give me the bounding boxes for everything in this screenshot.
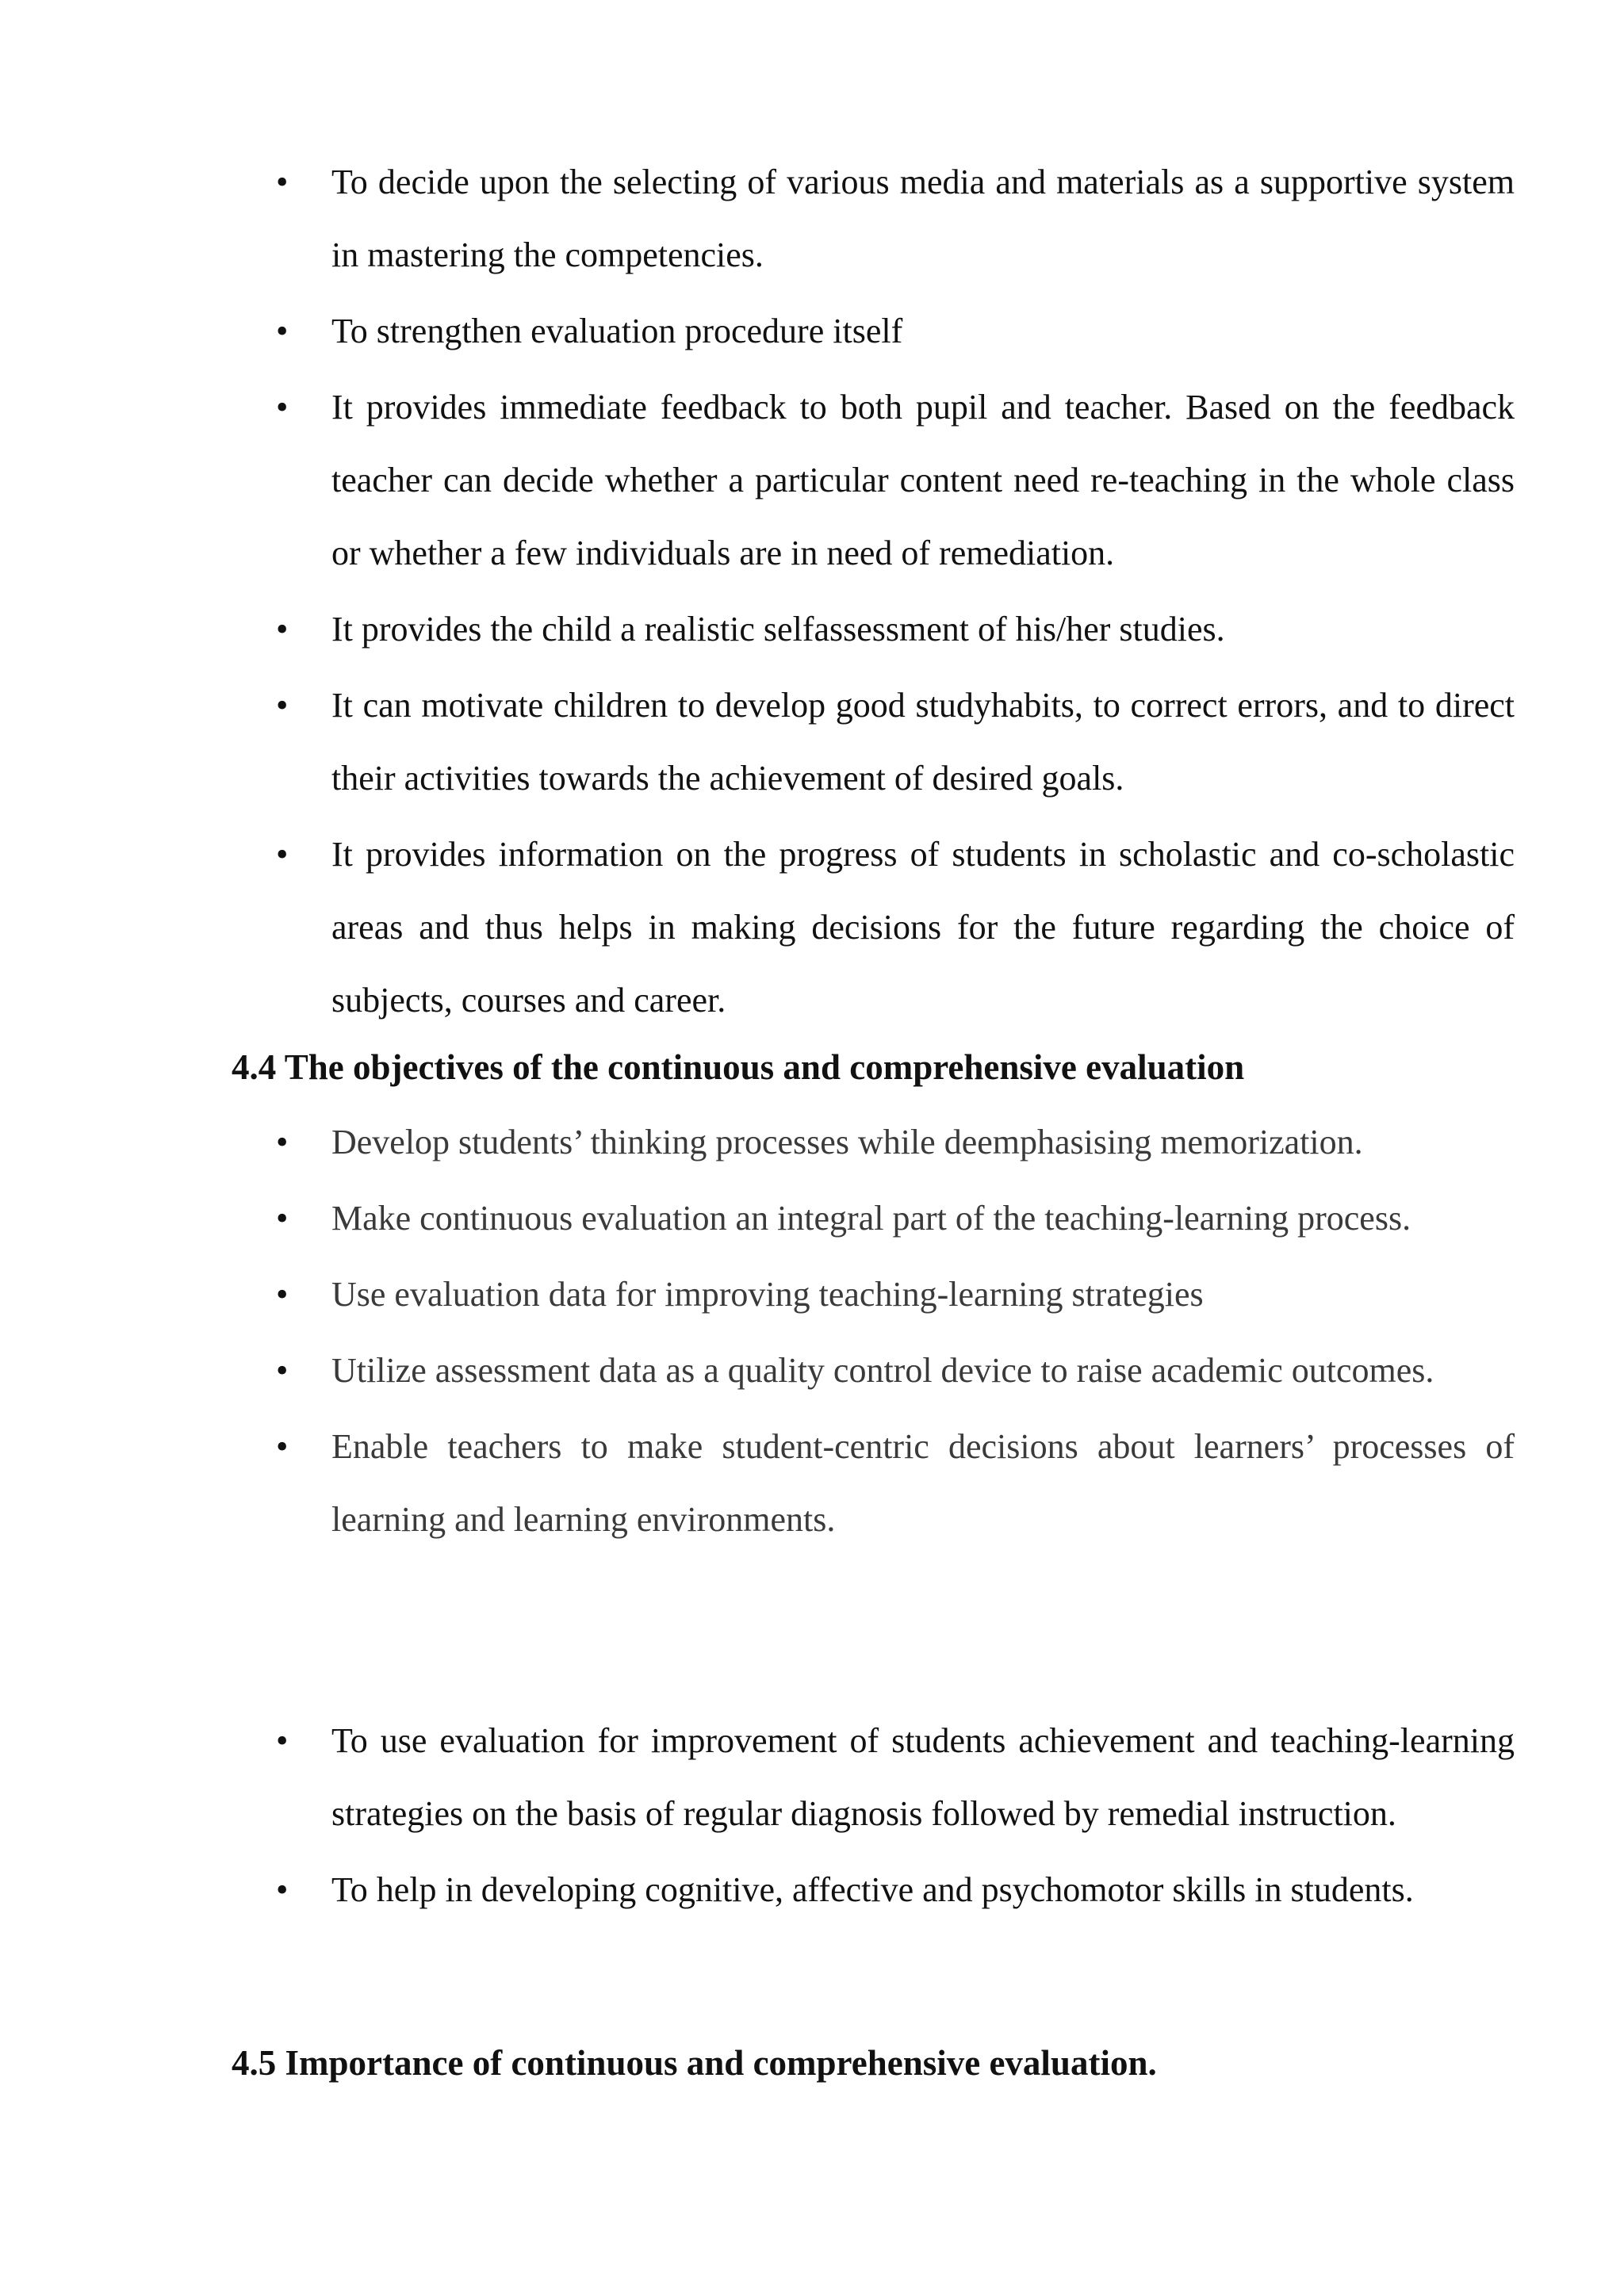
list-item — [230, 295, 1515, 368]
list-item-text: It can motivate children to develop good studyhabits, to correct errors, and to direct their activities towards the achievement of desired goals. — [331, 686, 1515, 798]
objectives-list — [230, 1106, 1515, 1559]
list-item-text: Enable teachers to make student-centric decisions about learners’ processes of learning and learning environments. — [331, 1427, 1515, 1539]
list-item-text: Utilize assessment data as a quality control device to raise academic outcomes. — [331, 1351, 1434, 1390]
list-item — [230, 371, 1515, 590]
list-item-text: It provides information on the progress of students in scholastic and co-scholastic areas and thus helps in making decisions for the future regarding the choice of subjects, courses and career. — [331, 835, 1515, 1020]
list-item — [230, 593, 1515, 666]
section-heading-importance — [232, 2026, 1157, 2099]
bullet-icon: • — [276, 388, 289, 427]
list-item-text: It provides the child a realistic selfassessment of his/her studies. — [331, 610, 1225, 649]
list-item — [230, 1410, 1515, 1556]
bullet-icon: • — [276, 312, 289, 350]
list-item — [230, 1854, 1515, 1927]
bullet-icon: • — [276, 1351, 289, 1390]
bullet-icon: • — [276, 610, 289, 649]
section-title: The objectives of the continuous and comprehensive evaluation — [284, 1047, 1245, 1087]
list-item — [230, 1182, 1515, 1255]
bullet-icon: • — [276, 1275, 289, 1314]
list-item — [230, 146, 1515, 292]
section-number: 4.4 — [232, 1047, 277, 1087]
list-item — [230, 1334, 1515, 1407]
bullet-icon: • — [276, 1721, 289, 1760]
list-item-text: To strengthen evaluation procedure itself — [331, 312, 903, 350]
list-item-text: Use evaluation data for improving teaching-learning strategies — [331, 1275, 1204, 1314]
list-item — [230, 1705, 1515, 1850]
list-item-text: It provides immediate feedback to both pupil and teacher. Based on the feedback teacher can decide whether a particular content need re-teaching in the whole class or whether a few individuals are in need of remediation. — [331, 388, 1515, 572]
benefits-list — [230, 146, 1515, 1040]
bullet-icon: • — [276, 835, 289, 874]
bullet-icon: • — [276, 1123, 289, 1161]
list-item-text: Make continuous evaluation an integral part of the teaching-learning process. — [331, 1199, 1411, 1238]
bullet-icon: • — [276, 1870, 289, 1909]
list-item — [230, 818, 1515, 1037]
list-item — [230, 1258, 1515, 1331]
list-item-text: To help in developing cognitive, affective and psychomotor skills in students. — [331, 1870, 1414, 1909]
bullet-icon: • — [276, 686, 289, 725]
section-number: 4.5 — [232, 2043, 277, 2083]
section-title: Importance of continuous and comprehensive evaluation. — [285, 2043, 1157, 2083]
objectives-list-continued — [230, 1705, 1515, 1930]
list-item — [230, 1106, 1515, 1179]
list-item-text: To use evaluation for improvement of students achievement and teaching-learning strategies on the basis of regular diagnosis followed by remedial instruction. — [331, 1721, 1515, 1833]
list-item-text: To decide upon the selecting of various media and materials as a supportive system in mastering the competencies. — [331, 163, 1515, 274]
bullet-icon: • — [276, 163, 289, 201]
bullet-icon: • — [276, 1427, 289, 1466]
section-heading-objectives — [232, 1031, 1244, 1104]
bullet-icon: • — [276, 1199, 289, 1238]
list-item-text: Develop students’ thinking processes while deemphasising memorization. — [331, 1123, 1363, 1161]
list-item — [230, 669, 1515, 815]
